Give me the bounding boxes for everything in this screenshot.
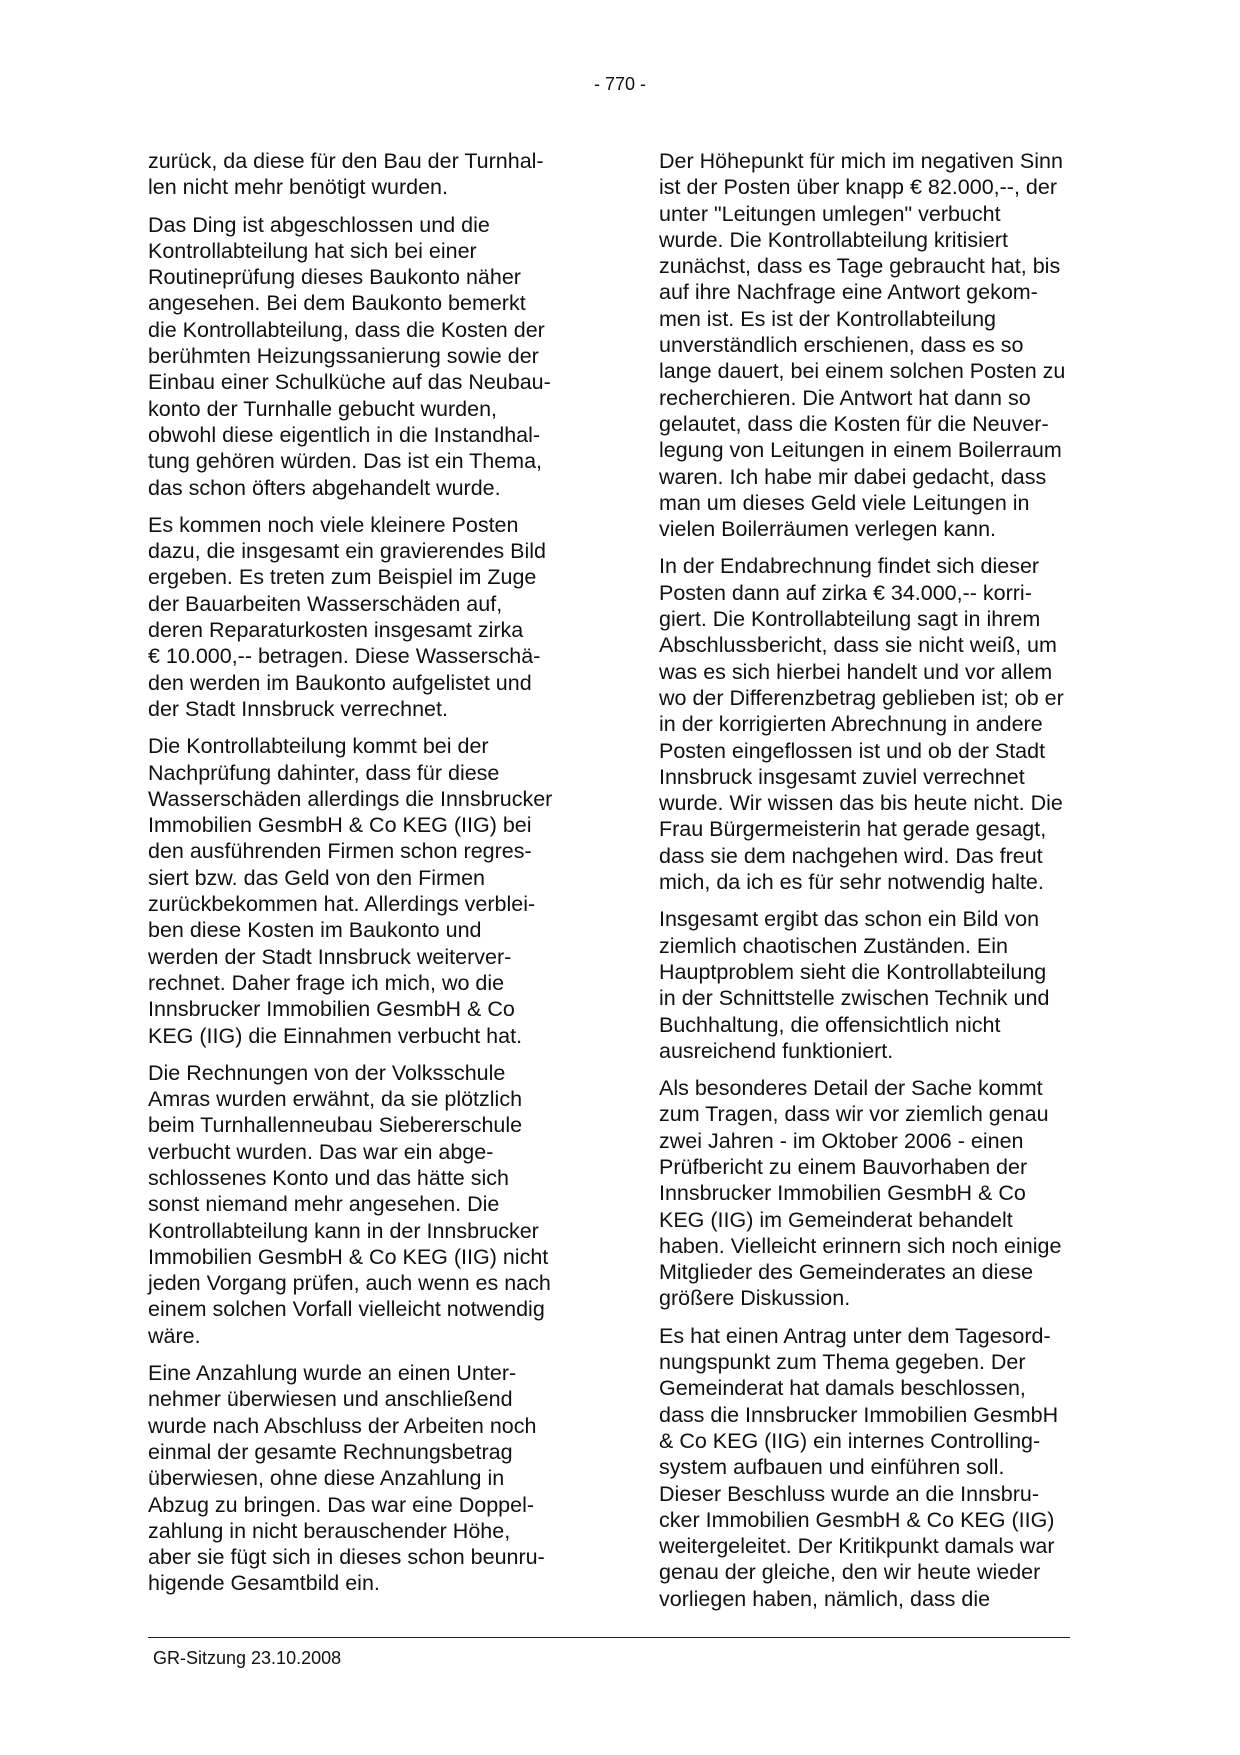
- text-line: Eine Anzahlung wurde an einen Unter-: [148, 1361, 517, 1386]
- text-column-left: [148, 148, 592, 1608]
- text-line: zwei Jahren - im Oktober 2006 - einen: [659, 1128, 1024, 1153]
- text-line: das schon öfters abgehandelt wurde.: [148, 475, 501, 500]
- text-line: der Bauarbeiten Wasserschäden auf,: [148, 591, 503, 616]
- text-line: konto der Turnhalle gebucht wurden,: [148, 396, 498, 421]
- text-line: den ausführenden Firmen schon regres-: [148, 839, 532, 864]
- text-line: len nicht mehr benötigt wurden.: [148, 175, 448, 200]
- text-line: genau der gleiche, den wir heute wieder: [659, 1560, 1041, 1585]
- text-line: Posten dann auf zirka € 34.000,-- korri-: [659, 580, 1032, 605]
- text-line: wo der Differenzbetrag geblieben ist; ob er: [659, 685, 1064, 710]
- text-line: Wasserschäden allerdings die Innsbrucker: [148, 786, 553, 811]
- text-line: Immobilien GesmbH & Co KEG (IIG) bei: [148, 813, 532, 838]
- text-line: Die Kontrollabteilung kommt bei der: [148, 734, 489, 759]
- text-line: einmal der gesamte Rechnungsbetrag: [148, 1439, 513, 1464]
- text-line: Gemeinderat hat damals beschlossen,: [659, 1376, 1026, 1401]
- paragraph: [659, 553, 1103, 895]
- text-line: zurückbekommen hat. Allerdings verblei-: [148, 892, 536, 917]
- text-line: KEG (IIG) die Einnahmen verbucht hat.: [148, 1023, 523, 1048]
- text-line: legung von Leitungen in einem Boilerraum: [659, 438, 1062, 463]
- paragraph: [659, 148, 1103, 542]
- text-line: In der Endabrechnung findet sich dieser: [659, 554, 1040, 579]
- text-line: Die Rechnungen von der Volksschule: [148, 1060, 506, 1085]
- text-line: vorliegen haben, nämlich, dass die: [659, 1586, 991, 1611]
- text-line: dass sie dem nachgehen wird. Das freut: [659, 843, 1043, 868]
- paragraph: [659, 906, 1103, 1064]
- text-line: Dieser Beschluss wurde an die Innsbru-: [659, 1481, 1040, 1506]
- text-line: Buchhaltung, die offensichtlich nicht: [659, 1012, 1001, 1037]
- footer-divider: [148, 1637, 1070, 1638]
- text-line: größere Diskussion.: [659, 1286, 851, 1311]
- text-line: Der Höhepunkt für mich im negativen Sinn: [659, 149, 1063, 173]
- text-line: Prüfbericht zu einem Bauvorhaben der: [659, 1154, 1028, 1179]
- text-line: Nachprüfung dahinter, dass für diese: [148, 760, 500, 785]
- text-line: Innsbruck insgesamt zuviel verrechnet: [659, 764, 1025, 789]
- text-line: giert. Die Kontrollabteilung sagt in ihrem: [659, 607, 1041, 632]
- text-line: siert bzw. das Geld von den Firmen: [148, 865, 485, 890]
- paragraph: [148, 212, 592, 501]
- text-line: Amras wurden erwähnt, da sie plötzlich: [148, 1087, 523, 1112]
- text-line: vielen Boilerräumen verlegen kann.: [659, 517, 997, 542]
- text-line: € 10.000,-- betragen. Diese Wasserschä-: [148, 644, 541, 669]
- text-line: zurück, da diese für den Bau der Turnhal-: [148, 149, 544, 173]
- text-line: Das Ding ist abgeschlossen und die: [148, 212, 490, 237]
- footer-session-date: GR-Sitzung 23.10.2008: [153, 1648, 342, 1668]
- text-line: die Kontrollabteilung, dass die Kosten der: [148, 317, 545, 342]
- text-line: aber sie fügt sich in dieses schon beunru-: [148, 1545, 545, 1570]
- text-line: verbucht wurden. Das war ein abge-: [148, 1139, 494, 1164]
- text-line: KEG (IIG) im Gemeinderat behandelt: [659, 1207, 1013, 1232]
- paragraph: [148, 512, 592, 722]
- paragraph: [148, 1360, 592, 1597]
- text-line: unter "Leitungen umlegen" verbucht: [659, 201, 1001, 226]
- paragraph: [659, 1075, 1103, 1312]
- text-line: Mitglieder des Gemeinderates an diese: [659, 1260, 1034, 1285]
- text-line: jeden Vorgang prüfen, auch wenn es nach: [148, 1271, 551, 1296]
- text-line: wäre.: [148, 1323, 201, 1348]
- text-line: Insgesamt ergibt das schon ein Bild von: [659, 907, 1040, 932]
- text-line: gelautet, dass die Kosten für die Neuver-: [659, 411, 1049, 436]
- text-line: berühmten Heizungssanierung sowie der: [148, 344, 539, 369]
- text-line: & Co KEG (IIG) ein internes Controlling-: [659, 1428, 1041, 1453]
- text-line: system aufbauen und einführen soll.: [659, 1455, 1005, 1480]
- text-line: Routineprüfung dieses Baukonto näher: [148, 265, 521, 290]
- text-line: obwohl diese eigentlich in die Instandhal-: [148, 422, 541, 447]
- text-line: wurde. Die Kontrollabteilung kritisiert: [659, 227, 1008, 252]
- text-line: nungspunkt zum Thema gegeben. Der: [659, 1350, 1026, 1375]
- text-line: angesehen. Bei dem Baukonto bemerkt: [148, 291, 526, 316]
- text-line: dass die Innsbrucker Immobilien GesmbH: [659, 1402, 1059, 1427]
- text-line: unverständlich erschienen, dass es so: [659, 333, 1024, 358]
- text-line: waren. Ich habe mir dabei gedacht, dass: [659, 464, 1047, 489]
- text-line: ausreichend funktioniert.: [659, 1038, 894, 1063]
- text-line: einem solchen Vorfall vielleicht notwendig: [148, 1297, 545, 1322]
- text-line: wurde nach Abschluss der Arbeiten noch: [148, 1413, 537, 1438]
- text-line: mich, da ich es für sehr notwendig halte.: [659, 870, 1044, 895]
- text-line: tung gehören würden. Das ist ein Thema,: [148, 449, 543, 474]
- text-line: Frau Bürgermeisterin hat gerade gesagt,: [659, 817, 1047, 842]
- text-line: dazu, die insgesamt ein gravierendes Bild: [148, 539, 546, 564]
- paragraph: [659, 1323, 1103, 1612]
- text-line: beim Turnhallenneubau Siebererschule: [148, 1113, 523, 1138]
- text-line: Es hat einen Antrag unter dem Tagesord-: [659, 1323, 1051, 1348]
- text-line: lange dauert, bei einem solchen Posten zu: [659, 359, 1066, 384]
- text-line: Innsbrucker Immobilien GesmbH & Co: [148, 997, 515, 1022]
- text-line: werden der Stadt Innsbruck weiterver-: [148, 944, 512, 969]
- text-line: man um dieses Geld viele Leitungen in: [659, 490, 1030, 515]
- text-line: der Stadt Innsbruck verrechnet.: [148, 696, 448, 721]
- text-line: überwiesen, ohne diese Anzahlung in: [148, 1466, 505, 1491]
- text-line: Innsbrucker Immobilien GesmbH & Co: [659, 1181, 1026, 1206]
- text-line: Abschlussbericht, dass sie nicht weiß, um: [659, 633, 1057, 658]
- paragraph: [148, 148, 592, 201]
- text-line: ist der Posten über knapp € 82.000,--, der: [659, 175, 1057, 200]
- paragraph: [148, 1060, 592, 1349]
- text-line: in der Schnittstelle zwischen Technik und: [659, 986, 1050, 1011]
- text-line: Als besonderes Detail der Sache kommt: [659, 1076, 1043, 1101]
- text-line: cker Immobilien GesmbH & Co KEG (IIG): [659, 1507, 1055, 1532]
- text-line: ben diese Kosten im Baukonto und: [148, 918, 482, 943]
- text-line: schlossenes Konto und das hätte sich: [148, 1165, 509, 1190]
- text-line: rechnet. Daher frage ich mich, wo die: [148, 970, 505, 995]
- text-line: recherchieren. Die Antwort hat dann so: [659, 385, 1031, 410]
- text-line: Abzug zu bringen. Das war eine Doppel-: [148, 1492, 535, 1517]
- text-line: Kontrollabteilung hat sich bei einer: [148, 238, 477, 263]
- text-line: Hauptproblem sieht die Kontrollabteilung: [659, 959, 1047, 984]
- text-line: Kontrollabteilung kann in der Innsbrucker: [148, 1218, 539, 1243]
- paragraph: [148, 733, 592, 1049]
- text-line: was es sich hierbei handelt und vor allem: [659, 659, 1053, 684]
- text-line: deren Reparaturkosten insgesamt zirka: [148, 618, 524, 643]
- text-line: nehmer überwiesen und anschließend: [148, 1387, 513, 1412]
- text-line: zum Tragen, dass wir vor ziemlich genau: [659, 1102, 1049, 1127]
- text-line: den werden im Baukonto aufgelistet und: [148, 670, 532, 695]
- text-line: weitergeleitet. Der Kritikpunkt damals war: [659, 1534, 1055, 1559]
- text-line: zunächst, dass es Tage gebraucht hat, bis: [659, 254, 1061, 279]
- text-line: Es kommen noch viele kleinere Posten: [148, 512, 519, 537]
- text-line: in der korrigierten Abrechnung in andere: [659, 712, 1043, 737]
- text-line: wurde. Wir wissen das bis heute nicht. Die: [659, 791, 1063, 816]
- page-number: - 770 -: [593, 74, 647, 94]
- text-line: Einbau einer Schulküche auf das Neubau-: [148, 370, 551, 395]
- text-line: higende Gesamtbild ein.: [148, 1571, 380, 1596]
- text-column-right: [659, 148, 1103, 1623]
- text-line: haben. Vielleicht erinnern sich noch einige: [659, 1233, 1062, 1258]
- text-line: ziemlich chaotischen Zuständen. Ein: [659, 933, 1008, 958]
- text-line: sonst niemand mehr angesehen. Die: [148, 1192, 500, 1217]
- text-line: Posten eingeflossen ist und ob der Stadt: [659, 738, 1046, 763]
- text-line: men ist. Es ist der Kontrollabteilung: [659, 306, 996, 331]
- text-line: ergeben. Es treten zum Beispiel im Zuge: [148, 565, 537, 590]
- text-line: auf ihre Nachfrage eine Antwort gekom-: [659, 280, 1038, 305]
- text-line: zahlung in nicht berauschender Höhe,: [148, 1518, 511, 1543]
- text-line: Immobilien GesmbH & Co KEG (IIG) nicht: [148, 1244, 549, 1269]
